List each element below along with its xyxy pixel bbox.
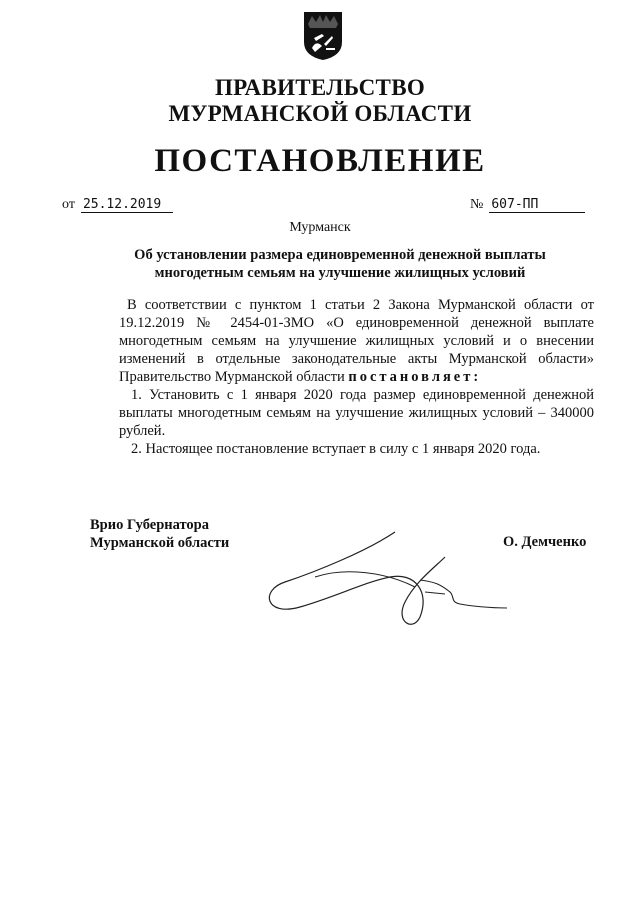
number-prefix: № — [470, 197, 484, 212]
document-city: Мурманск — [289, 220, 351, 235]
document-type-title: ПОСТАНОВЛЕНИЕ — [154, 143, 486, 179]
signer-position-line-1: Врио Губернатора — [90, 517, 209, 533]
org-name-line-1: ПРАВИТЕЛЬСТВО — [214, 75, 426, 100]
document-number-row — [470, 197, 585, 213]
coat-of-arms-icon — [302, 10, 344, 62]
decree-word: постановляет: — [348, 369, 482, 385]
document-subject — [70, 246, 610, 282]
subject-line-1: Об установлении размера единовременной денежной выплаты — [134, 247, 546, 263]
date-prefix: от — [62, 197, 75, 212]
decree-item-1: 1. Установить с 1 января 2020 года размер единовременной денежной выплаты многодетным семьям на улучшение жилищных условий – 340000 рублей. — [119, 387, 594, 439]
handwritten-signature-icon — [255, 522, 510, 634]
document-date: 25.12.2019 — [81, 197, 173, 213]
decree-item-2: 2. Настоящее постановление вступает в силу с 1 января 2020 года. — [131, 441, 541, 457]
signer-position — [90, 516, 229, 552]
subject-line-2: многодетным семьям на улучшение жилищных условий — [154, 265, 526, 281]
document-date-row — [62, 197, 173, 213]
org-name-line-2: МУРМАНСКОЙ ОБЛАСТИ — [168, 101, 472, 126]
signer-name: О. Демченко — [503, 534, 587, 550]
signer-position-line-2: Мурманской области — [90, 535, 230, 551]
document-number: 607-ПП — [489, 197, 585, 213]
intro-paragraph — [119, 296, 594, 386]
intro-text: В соответствии с пунктом 1 статьи 2 Закона Мурманской области от 19.12.2019 № 2454-01-ЗМО «О единовременной денежной выплате многодетным семьям на улучшение жилищных условий и о внесении изменений в отдельные законодательные акты Мурманской области» Правительство Мурманской области — [119, 297, 594, 385]
